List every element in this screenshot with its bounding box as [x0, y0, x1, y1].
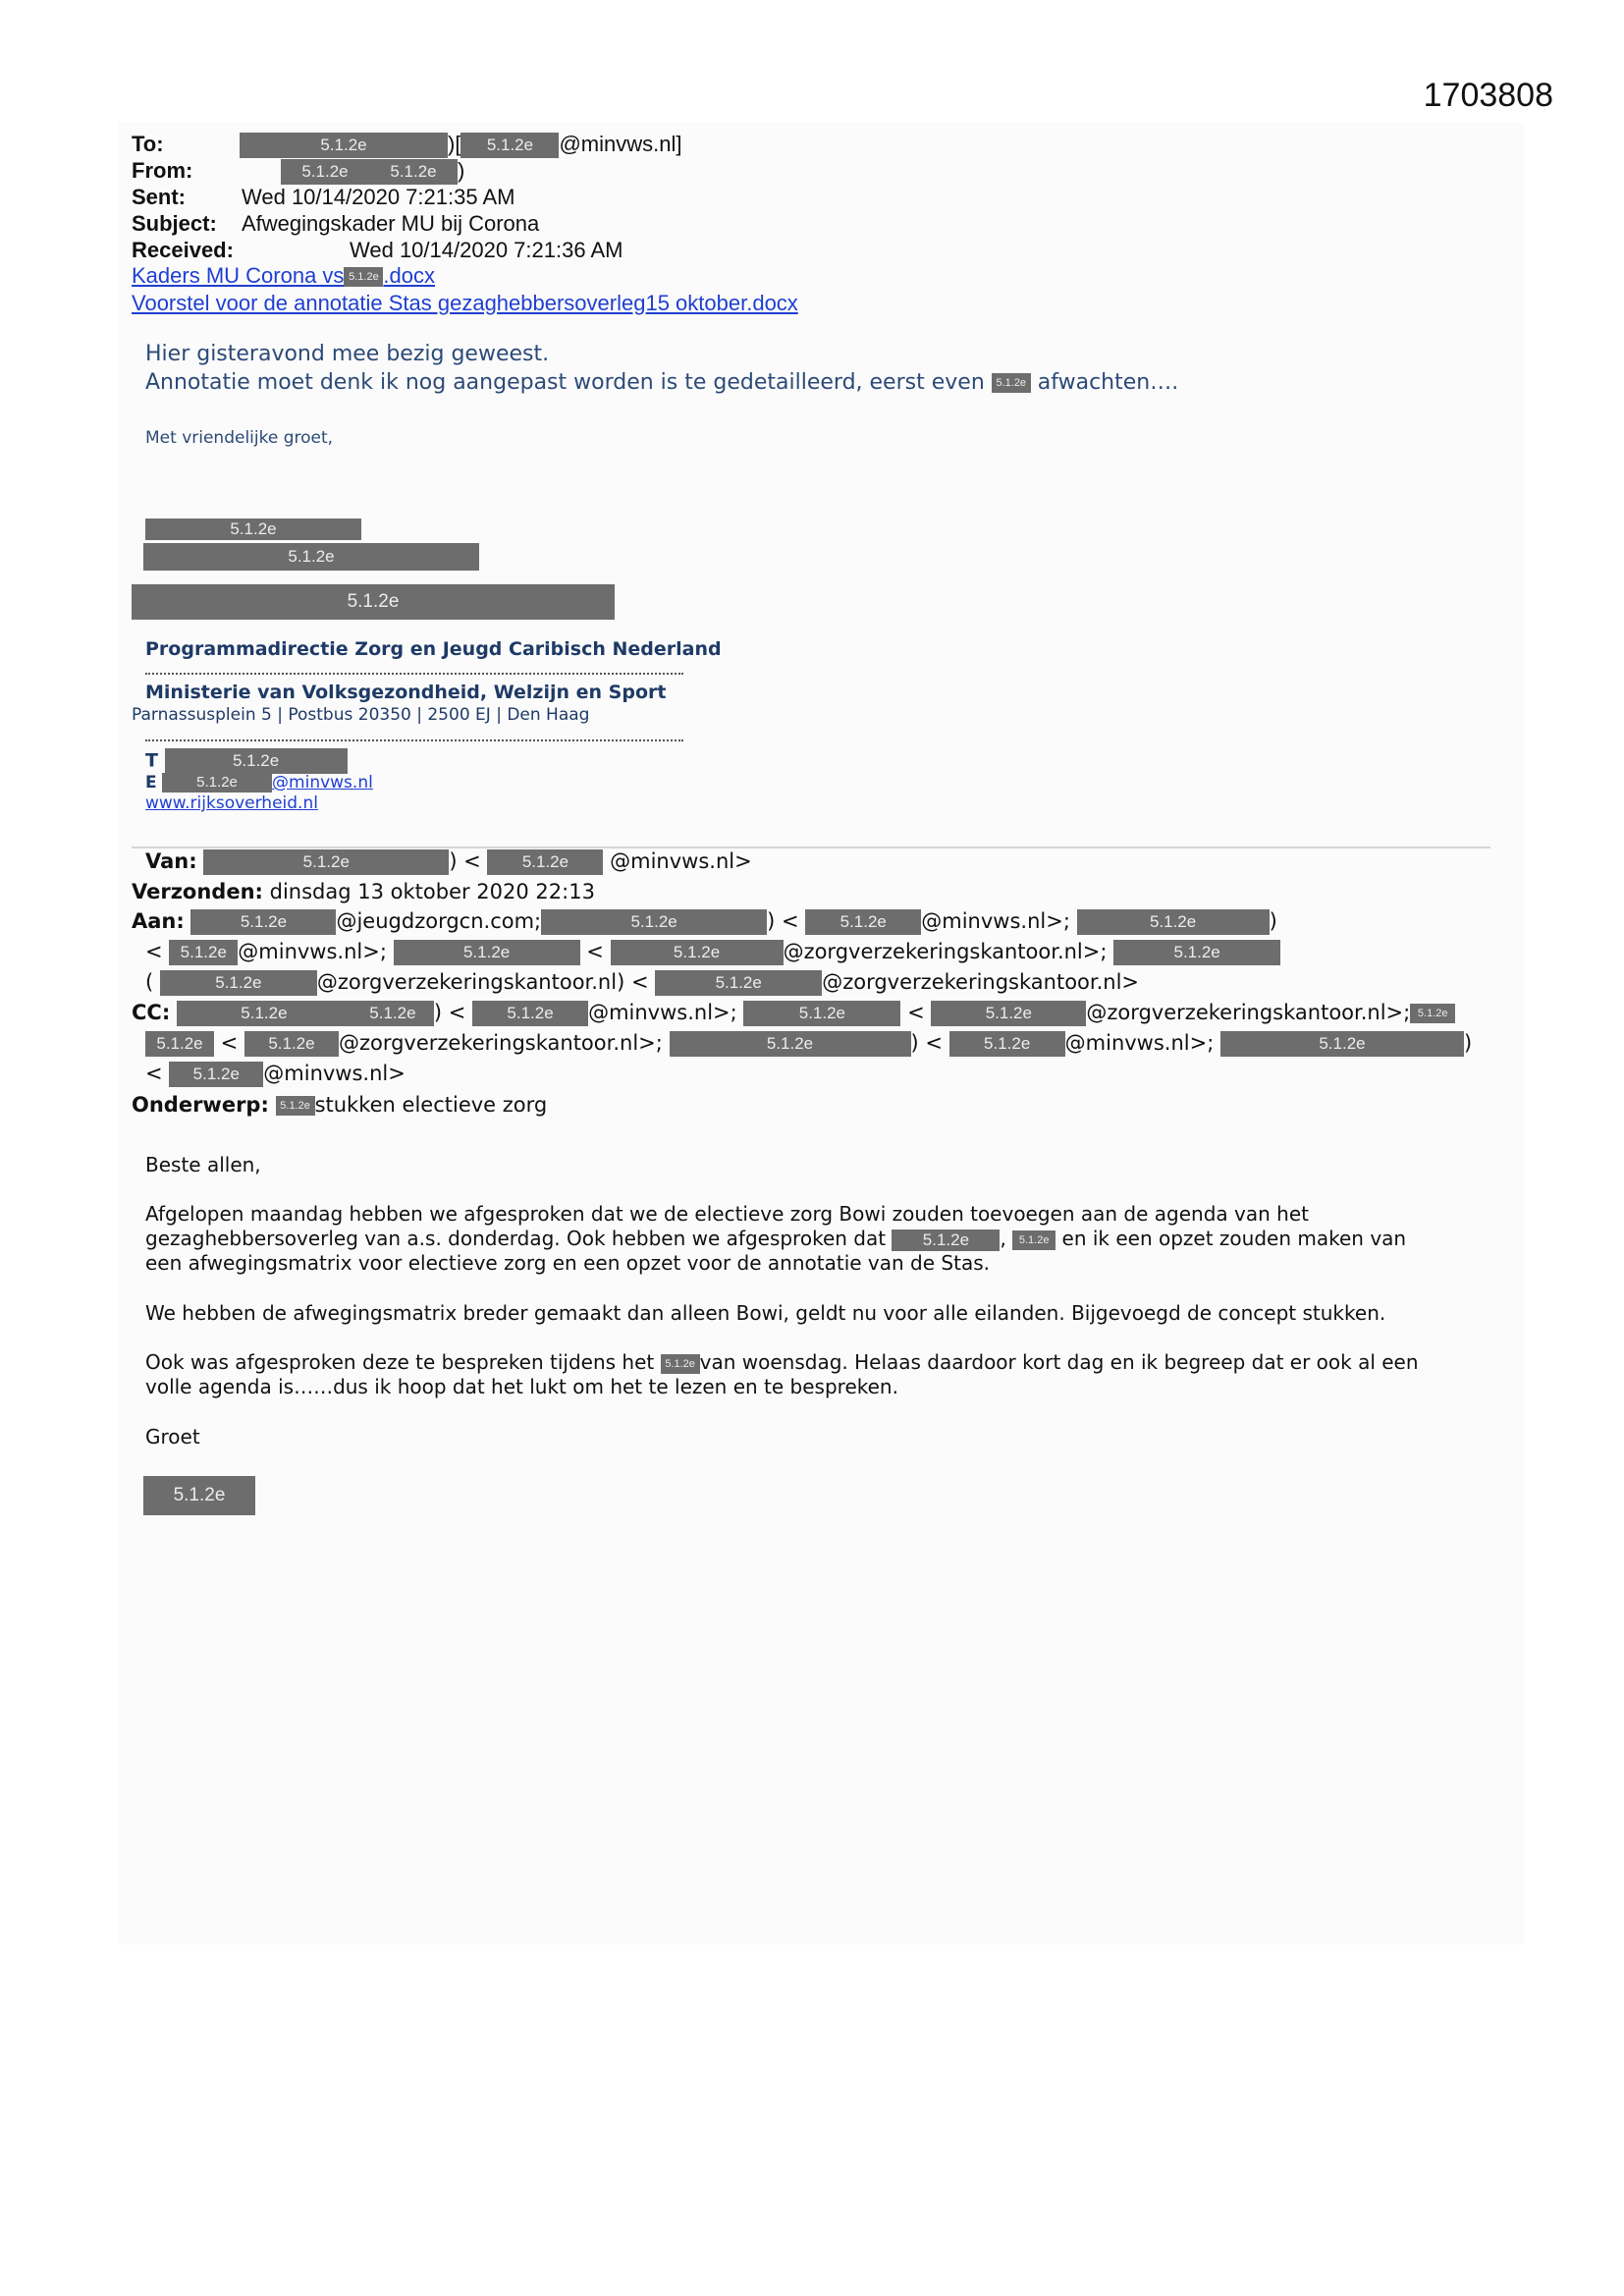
- redaction: 5.1.2e: [160, 970, 317, 996]
- sender-signature: [143, 1476, 255, 1515]
- signature-email: [145, 773, 373, 793]
- redaction: 5.1.2e: [1220, 1031, 1464, 1057]
- redaction: 5.1.2e: [611, 940, 784, 965]
- redaction: 5.1.2e: [805, 909, 921, 935]
- redaction: 5.1.2e: [670, 1031, 911, 1057]
- recipient-domain: @minvws.nl>: [263, 1062, 406, 1085]
- message-salutation: Beste allen,: [145, 1153, 261, 1176]
- redaction: 5.1.2e: [177, 1001, 352, 1026]
- redaction: 5.1.2e: [162, 773, 272, 793]
- redaction: 5.1.2e: [143, 543, 479, 571]
- email-link[interactable]: @minvws.nl: [272, 773, 373, 793]
- onderwerp-value: stukken electieve zorg: [314, 1093, 548, 1117]
- reply-greeting: Met vriendelijke groet,: [145, 428, 334, 448]
- received-label: Received:: [132, 238, 234, 262]
- message-separator: [132, 847, 1490, 848]
- redaction: 5.1.2e: [655, 970, 822, 996]
- redaction: 5.1.2e: [169, 940, 238, 965]
- forward-aan-row-2: < 5.1.2e @minvws.nl>; 5.1.2e < 5.1.2e @zorgverzekeringskantoor.nl>; 5.1.2e: [145, 940, 1280, 965]
- reply-line-2-text: Annotatie moet denk ik nog aangepast worden is te gedetailleerd, eerst even: [145, 370, 985, 395]
- forward-van-row: Van: 5.1.2e ) < 5.1.2e @minvws.nl>: [145, 849, 752, 873]
- redaction: 5.1.2e: [892, 1230, 1000, 1251]
- signature-address: Parnassusplein 5 | Postbus 20350 | 2500 EJ | Den Haag: [132, 705, 590, 725]
- paragraph-1-line-1: Afgelopen maandag hebben we afgesproken dat we de electieve zorg Bowi zouden toevoegen aan de agenda van het: [145, 1202, 1309, 1226]
- forward-cc-row-3: < 5.1.2e @minvws.nl>: [145, 1062, 406, 1085]
- redaction: 5.1.2e: [190, 909, 336, 935]
- onderwerp-label: Onderwerp:: [132, 1093, 269, 1117]
- aan-label: Aan:: [132, 909, 185, 933]
- reply-line-2-end: afwachten….: [1037, 370, 1179, 395]
- paragraph-3-line-1: [145, 1350, 1500, 1375]
- redaction: 5.1.2e: [344, 267, 383, 287]
- recipient-domain: @jeugdzorgcn.com;: [336, 909, 542, 933]
- signature-title: [143, 543, 479, 571]
- recipient-domain: @minvws.nl>;: [238, 940, 387, 963]
- redaction: 5.1.2e: [1410, 1004, 1455, 1023]
- redaction: 5.1.2e: [931, 1001, 1086, 1026]
- from-label: From:: [132, 158, 193, 183]
- forward-aan-row-3: ( 5.1.2e @zorgverzekeringskantoor.nl) < 5.1.2e @zorgverzekeringskantoor.nl>: [145, 970, 1140, 994]
- paragraph-1-line-2-end: en ik een opzet zouden maken van: [1061, 1227, 1407, 1250]
- attachment-name: Kaders MU Corona vs: [132, 263, 345, 288]
- forward-aan-row-1: Aan: 5.1.2e @jeugdzorgcn.com; 5.1.2e ) < 5.1.2e @minvws.nl>; 5.1.2e ): [132, 909, 1277, 933]
- message-closing: Groet: [145, 1425, 200, 1449]
- paragraph-3-line-2: volle agenda is……dus ik hoop dat het lukt om het te lezen en te bespreken.: [145, 1375, 898, 1398]
- cc-label: CC:: [132, 1001, 171, 1024]
- redaction: 5.1.2e: [132, 584, 615, 620]
- redaction: 5.1.2e: [369, 159, 458, 185]
- redaction: 5.1.2e: [661, 1354, 700, 1374]
- attachment-link-kaders[interactable]: [132, 263, 435, 289]
- redaction: 5.1.2e: [244, 1031, 339, 1057]
- redaction: 5.1.2e: [394, 940, 580, 965]
- van-label: Van:: [145, 849, 197, 873]
- redaction: 5.1.2e: [240, 133, 448, 158]
- attachment-extension: .docx: [383, 263, 436, 288]
- subject-value: Afwegingskader MU bij Corona: [242, 211, 540, 236]
- from-value: 5.1.2e 5.1.2e ): [281, 157, 464, 185]
- redaction: 5.1.2e: [472, 1001, 588, 1026]
- signature-logo: [132, 584, 615, 620]
- signature-name: [145, 519, 361, 540]
- signature-phone: [145, 748, 348, 774]
- to-domain: @minvws.nl]: [559, 132, 682, 156]
- attachment-link-voorstel[interactable]: Voorstel voor de annotatie Stas gezaghebbersoverleg15 oktober.docx: [132, 291, 798, 315]
- recipient-domain: @zorgverzekeringskantoor.nl): [316, 970, 625, 994]
- document-number: 1703808: [1423, 77, 1553, 114]
- recipient-domain: @minvws.nl>;: [1064, 1031, 1215, 1055]
- sent-value: Wed 10/14/2020 7:21:35 AM: [242, 185, 515, 209]
- recipient-domain: @minvws.nl>;: [588, 1001, 737, 1024]
- redaction: 5.1.2e: [281, 159, 369, 185]
- verzonden-label: Verzonden:: [132, 880, 263, 903]
- redaction: 5.1.2e: [460, 133, 559, 158]
- message-paragraph-3: [145, 1350, 1500, 1399]
- to-label: To:: [132, 132, 164, 156]
- redaction: 5.1.2e: [143, 1476, 255, 1515]
- recipient-domain: @zorgverzekeringskantoor.nl>;: [1086, 1001, 1411, 1024]
- redaction: 5.1.2e: [1012, 1230, 1056, 1250]
- redaction: 5.1.2e: [203, 849, 449, 875]
- signature-divider: [145, 739, 683, 741]
- redaction: 5.1.2e: [743, 1001, 900, 1026]
- forward-cc-row-1: CC: 5.1.2e 5.1.2e ) < 5.1.2e @minvws.nl>; 5.1.2e < 5.1.2e @zorgverzekeringskantoor.nl>; 5.1.2e: [132, 1001, 1455, 1026]
- paragraph-1-line-3: een afwegingsmatrix voor electieve zorg en een opzet voor de annotatie van de Stas.: [145, 1251, 990, 1275]
- signature-divider: [145, 673, 683, 675]
- redaction: 5.1.2e: [1113, 940, 1280, 965]
- redaction: 5.1.2e: [165, 748, 348, 774]
- verzonden-value: dinsdag 13 oktober 2020 22:13: [269, 880, 595, 903]
- reply-line-2: [145, 370, 1178, 395]
- paragraph-3-line-1-text: Ook was afgesproken deze te bespreken tijdens het: [145, 1350, 655, 1374]
- redaction: 5.1.2e: [169, 1062, 263, 1087]
- redaction: 5.1.2e: [949, 1031, 1065, 1057]
- redaction: 5.1.2e: [992, 373, 1031, 393]
- paragraph-3-line-1-end: van woensdag. Helaas daardoor kort dag en ik begreep dat er ook al een: [699, 1350, 1419, 1374]
- website-link[interactable]: www.rijksoverheid.nl: [145, 793, 318, 813]
- redaction: 5.1.2e: [541, 909, 767, 935]
- recipient-domain: @zorgverzekeringskantoor.nl>;: [783, 940, 1108, 963]
- sent-label: Sent:: [132, 185, 186, 209]
- redaction: 5.1.2e: [145, 519, 361, 540]
- forward-subject-row: [132, 1093, 547, 1117]
- paragraph-1-line-2-text: gezaghebbersoverleg van a.s. donderdag. Ook hebben we afgesproken dat: [145, 1227, 887, 1250]
- message-paragraph-1: [145, 1202, 1500, 1276]
- to-value: 5.1.2e )[ 5.1.2e @minvws.nl]: [240, 131, 681, 158]
- van-domain: @minvws.nl>: [610, 849, 752, 873]
- forward-sent-row: [132, 880, 595, 903]
- signature-org-programmadirectie: Programmadirectie Zorg en Jeugd Caribisch Nederland: [145, 638, 722, 660]
- forward-cc-row-2: 5.1.2e < 5.1.2e @zorgverzekeringskantoor.nl>; 5.1.2e ) < 5.1.2e @minvws.nl>; 5.1.2e ): [145, 1031, 1472, 1057]
- message-paragraph-2: We hebben de afwegingsmatrix breder gemaakt dan alleen Bowi, geldt nu voor alle eilanden. Bijgevoegd de concept stukken.: [145, 1301, 1386, 1325]
- signature-website: [145, 793, 318, 813]
- redaction: 5.1.2e: [352, 1001, 434, 1026]
- signature-org-ministerie: Ministerie van Volksgezondheid, Welzijn en Sport: [145, 682, 667, 703]
- recipient-domain: @zorgverzekeringskantoor.nl>: [822, 970, 1140, 994]
- redaction: 5.1.2e: [276, 1096, 315, 1116]
- redaction: 5.1.2e: [1077, 909, 1270, 935]
- email-label: E: [145, 773, 157, 793]
- recipient-domain: @minvws.nl>;: [921, 909, 1070, 933]
- reply-line-1: Hier gisteravond mee bezig geweest.: [145, 342, 550, 366]
- subject-label: Subject:: [132, 211, 217, 236]
- redaction: 5.1.2e: [145, 1031, 214, 1057]
- paragraph-1-line-2: gezaghebbersoverleg van a.s. donderdag. Ook hebben we afgesproken dat 5.1.2e , 5.1.2e en ik een opzet zouden maken van: [145, 1227, 1407, 1250]
- redaction: 5.1.2e: [487, 849, 603, 875]
- phone-label: T: [145, 749, 158, 772]
- recipient-domain: @zorgverzekeringskantoor.nl>;: [338, 1031, 663, 1055]
- received-value: Wed 10/14/2020 7:21:36 AM: [350, 238, 623, 262]
